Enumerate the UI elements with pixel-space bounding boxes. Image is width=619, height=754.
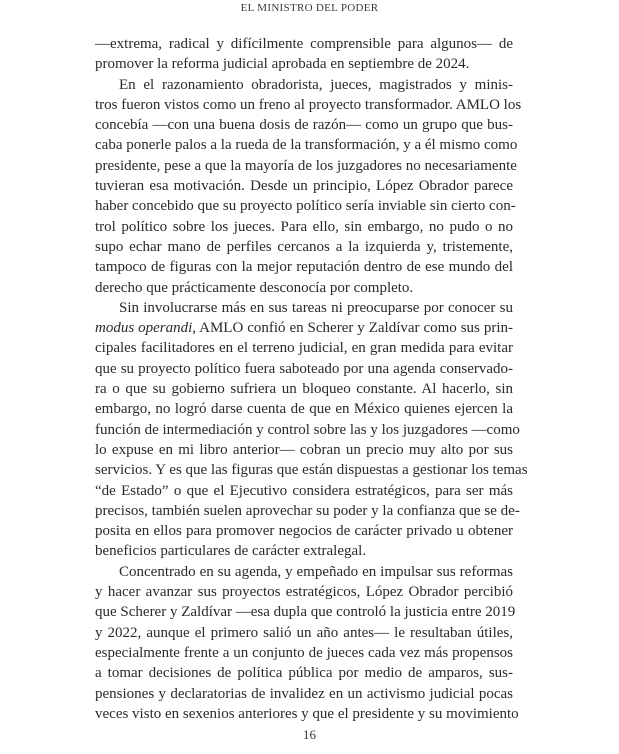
- text-line: a tomar decisiones de política pública por medio de amparos, sus-: [95, 665, 513, 682]
- text-line: que Scherer y Zaldívar —esa dupla que controló la justicia entre 2019: [95, 604, 516, 621]
- text-line: En el razonamiento obradorista, jueces, magistrados y minis-: [119, 76, 513, 93]
- text-line: función de intermediación y control sobre las y los juzgadores —como: [95, 421, 520, 438]
- text-line: presidente, pese a que la mayoría de los juzgadores no necesariamente: [95, 157, 517, 174]
- paragraph: [95, 298, 528, 562]
- text-line: concebía —con una buena dosis de razón— como un grupo que bus-: [95, 117, 513, 134]
- paragraph: [95, 34, 513, 75]
- text-line: [95, 318, 513, 338]
- running-head-title: EL MINISTRO DEL PODER: [240, 2, 379, 14]
- text-line: embargo, no logró darse cuenta de que en México quienes ejercen la: [95, 401, 513, 418]
- text-line: que su proyecto político fuera saboteado por una agenda conservado-: [95, 360, 513, 377]
- paragraph: [95, 562, 519, 724]
- text-line: caba ponerle palos a la rueda de la transformación, y a él mismo como: [95, 137, 518, 154]
- text-line: supo echar mano de perfiles cercanos a la izquierda y, tristemente,: [95, 238, 513, 255]
- text-line: tuvieran esa motivación. Desde un principio, López Obrador parece: [95, 178, 513, 195]
- text-line: “de Estado” o que el Ejecutivo considera estratégicos, para ser más: [95, 482, 513, 499]
- text-line: Sin involucrarse más en sus tareas ni preocuparse por conocer su: [119, 299, 513, 316]
- italic-phrase: modus operandi: [95, 320, 193, 337]
- text-line: posita en ellos para promover negocios de carácter privado u obtener: [95, 523, 513, 540]
- text-line: lo expuse en mi libro anterior— cobran un precio muy alto por sus: [95, 441, 513, 458]
- text-fragment: , AMLO confió en Scherer y Zaldívar como sus prin-: [192, 320, 513, 337]
- text-line: ra o que su gobierno sufriera un bloqueo constante. Al hacerlo, sin: [95, 381, 513, 398]
- text-line: pensiones y declaratorias de invalidez en un activismo judicial pocas: [95, 685, 513, 702]
- text-line: especialmente frente a un conjunto de jueces cada vez más propensos: [95, 644, 513, 661]
- text-line: beneficios particulares de carácter extralegal.: [95, 543, 367, 560]
- text-line: precisos, también suelen aprovechar su poder y la confianza que se de-: [95, 502, 520, 519]
- text-line: —extrema, radical y difícilmente comprensible para algunos— de: [95, 36, 513, 52]
- text-line: tros fueron vistos como un freno al proyecto transformador. AMLO los: [95, 96, 522, 113]
- text-line: promover la reforma judicial aprobada en septiembre de 2024.: [95, 56, 470, 73]
- text-line: tampoco de figuras con la mejor reputación dentro de ese mundo del: [95, 259, 513, 276]
- text-line: y 2022, aunque el primero salió un año antes— le resultaban útiles,: [95, 624, 513, 641]
- text-line: trol político sobre los jueces. Para ello, sin embargo, no pudo o no: [95, 218, 513, 235]
- text-line: y hacer avanzar sus proyectos estratégicos, López Obrador percibió: [95, 584, 513, 601]
- text-line: derecho que prácticamente desconocía por completo.: [95, 279, 414, 296]
- paragraph: [95, 75, 522, 298]
- page-number: 16: [303, 727, 316, 742]
- body-text: [95, 34, 528, 724]
- text-line: Concentrado en su agenda, y empeñado en impulsar sus reformas: [119, 563, 513, 580]
- text-line: veces visto en sexenios anteriores y que el presidente y su movimiento: [95, 705, 519, 722]
- text-line: servicios. Y es que las figuras que están dispuestas a gestionar los temas: [95, 462, 528, 479]
- text-line: haber concebido que su proyecto político sería inviable sin cierto con-: [95, 198, 516, 215]
- text-line: cipales facilitadores en el terreno judicial, en gran medida para evitar: [95, 340, 513, 357]
